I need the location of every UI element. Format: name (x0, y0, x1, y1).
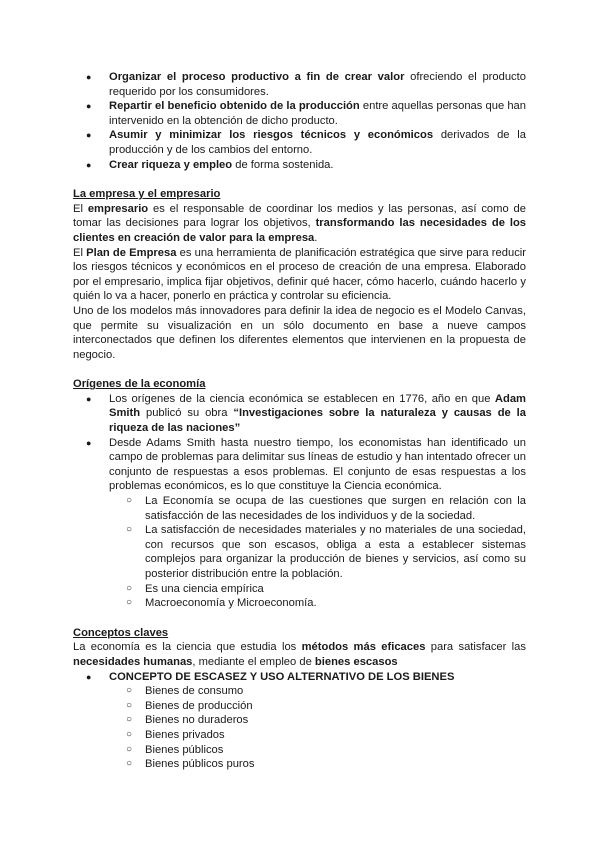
sub-list-item: ○ Bienes privados (73, 728, 526, 743)
item-text: entre aquellas personas que han intervenido en la obtención de dicho producto. (109, 100, 526, 127)
list-item: ● Desde Adams Smith hasta nuestro tiempo, los economistas han identificado un campo de problemas para delimitar sus líneas de estudio y han intentado ofrecer un conjunto de respuestas a esos problemas. El conjunto de esas respuestas a los problemas económicos, es lo que constituye la Ciencia económica. ○ La Economía se ocupa de las cuestiones que surgen en relación con la satisfacción de las necesidades de los individuos y de la sociedad. ○ La satisfacción de necesidades materiales y no materiales de una sociedad, con recursos que son escasos, obliga a esta a establecer sistemas complejos para organizar la producción de bienes y servicios, así como su posterior distribución entre la población. ○ Es una ciencia empírica ○ Macroeconomía y Microeconomía. (73, 436, 526, 611)
item-text: ofreciendo el producto requerido por los consumidores. (109, 71, 526, 98)
paragraph-economia: La economía es la ciencia que estudia los métodos más eficaces para satisfacer las necesidades humanas, mediante el empleo de bienes escasos (73, 641, 526, 668)
sub-list-item: ○ Bienes públicos puros (73, 757, 526, 772)
list-item (73, 128, 526, 157)
paragraph-canvas: Uno de los modelos más innovadores para definir la idea de negocio es el Modelo Canvas, que permite su visualización en un sólo documento en base a nueve campos interconectados que definen los diferentes elementos que intervienen en la propuesta de negocio. (73, 304, 526, 361)
bold-text: Crear riqueza y empleo (109, 158, 233, 171)
sub-list-item: ○ Bienes públicos (73, 743, 526, 758)
origenes-sub-list (73, 494, 526, 611)
paragraph-plan-empresa: El Plan de Empresa es una herramienta de planificación estratégica que sirve para reducir los riesgos técnicos y económicos en el proceso de creación de una empresa. Elaborado por el empresario, implica fijar objetivos, definir qué hacer, cómo hacerlo, cuándo hacerlo y quién lo va a hacer, ponerlo en práctica y controlar su eficiencia. (73, 246, 526, 303)
sub-list-item: ○ Bienes de consumo (73, 684, 526, 699)
sub-list-item: ○ La Economía se ocupa de las cuestiones que surgen en relación con la satisfacción de las necesidades de los individuos y de la sociedad. (73, 494, 526, 523)
bold-text: Organizar el proceso productivo a fin de crear valor (109, 71, 405, 83)
origenes-bullet-list (73, 392, 526, 611)
sub-list-item: ○ La satisfacción de necesidades materiales y no materiales de una sociedad, con recursos que son escasos, obliga a esta a establecer sistemas complejos para organizar la producción de bienes y servicios, así como su posterior distribución entre la población. (73, 523, 526, 581)
section-heading-conceptos: Conceptos claves (73, 626, 169, 639)
bienes-sub-list (73, 684, 526, 772)
section-heading-origenes: Orígenes de la economía (73, 378, 206, 391)
list-item: ● CONCEPTO DE ESCASEZ Y USO ALTERNATIVO DE LOS BIENES ○ Bienes de consumo ○ Bienes de producción ○ Bienes no duraderos ○ Bienes privados ○ Bienes públicos ○ Bienes públicos puros (73, 670, 526, 772)
sub-list-item: ○ Bienes de producción (73, 699, 526, 714)
item-text: derivados de la producción y de los cambios del entorno. (109, 129, 526, 156)
list-item (73, 70, 526, 99)
list-item: ● Los orígenes de la ciencia económica se establecen en 1776, año en que Adam Smith publicó su obra “Investigaciones sobre la naturaleza y causas de la riqueza de las naciones” (73, 392, 526, 436)
sub-list-item: ○ Bienes no duraderos (73, 713, 526, 728)
sub-list-item: ○ Macroeconomía y Microeconomía. (73, 596, 526, 611)
list-item (73, 158, 526, 173)
section-heading-empresa: La empresa y el empresario (73, 188, 221, 201)
paragraph-empresario: El empresario es el responsable de coordinar los medios y las personas, así como de tomar las decisiones para lograr los objetivos, transformando las necesidades de los clientes en creación de valor para la empresa. (73, 202, 527, 244)
bold-text: Asumir y minimizar los riesgos técnicos y económicos (109, 129, 434, 142)
sub-list-item: ○ Es una ciencia empírica (73, 582, 526, 597)
conceptos-bullet-list (73, 670, 526, 772)
intro-bullet-list (73, 70, 526, 172)
bold-text: Repartir el beneficio obtenido de la producción (109, 100, 360, 113)
item-text: de forma sostenida. (232, 158, 334, 171)
list-item (73, 99, 526, 128)
